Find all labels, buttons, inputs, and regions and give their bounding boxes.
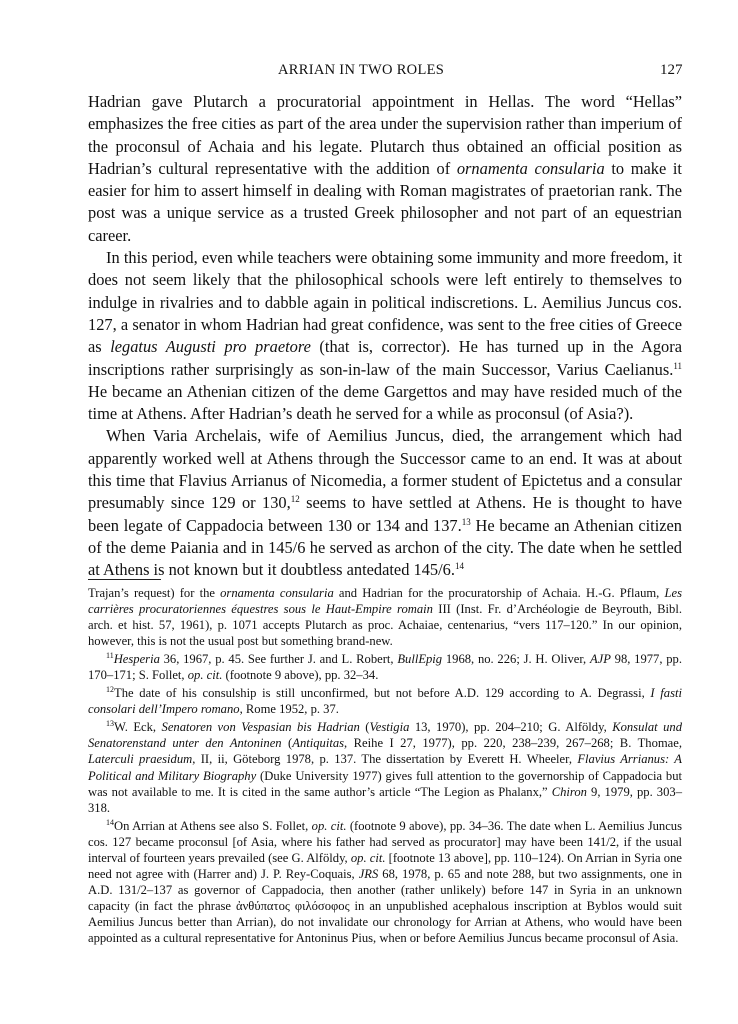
text-run: He became an Athenian citizen of the deme Gargettos and may have resided much of the time at Athens. After Hadrian’s death he served for a while as proconsul (of Asia?).	[88, 381, 682, 424]
text-run: Hadrian gave Plutarch a procuratorial appointment in Hellas. The word “Hellas” emphasizes the free cities as part of the area under the supervision rather than imperium of the proconsul of Achaia and his legate. Plutarch thus obtained an official position as Hadrian’s cultural representative with the addition of	[88, 92, 682, 178]
note-reference: 13	[461, 516, 471, 527]
text-run: 1968, no. 226; J. H. Oliver,	[442, 652, 590, 667]
italic-run: Konsulat und Senatorenstand unter den Antoninen	[88, 720, 683, 751]
footnote-13	[88, 719, 682, 815]
text-run: The date of his consulship is still unconfirmed, but not before A.D. 129 according to A. Degrassi,	[114, 686, 651, 701]
text-run: In this period, even while teachers were obtaining some immunity and more freedom, it does not seem likely that the philosophical schools were left entirely to themselves to indulge in rivalries and to dabble again in political indiscretions. L. Aemilius Juncus cos. 127, a senator in whom Hadrian had great confidence, was sent to the free cities of Greece as	[88, 248, 682, 357]
text-run: [footnote 13 above], pp. 110–124). On Arrian in Syria one need not agree with (Harrer and) J. P. Rey-Coquais,	[88, 850, 682, 881]
footnote-continued	[88, 585, 682, 649]
italic-run: AJP	[589, 652, 611, 667]
footnotes	[88, 585, 682, 948]
italic-run: BullEpig	[397, 652, 443, 667]
text-run: W. Eck,	[114, 720, 162, 735]
note-reference: 12	[290, 494, 300, 505]
footnote-12	[88, 685, 682, 717]
text-run: , Reihe I 27, 1977), pp. 220, 238–239, 267–268; B. Thomae,	[344, 736, 683, 751]
text-run: On Arrian at Athens see also S. Follet,	[114, 818, 312, 833]
italic-run: op. cit.	[187, 668, 223, 683]
paragraph-1	[88, 91, 682, 247]
text-run: seems to have settled at Athens. He is thought to have been legate of Cappadocia between 130 or 134 and 137.	[88, 493, 682, 535]
italic-run: op. cit.	[350, 850, 386, 865]
paragraph-2	[88, 247, 682, 425]
italic-run: Hesperia	[113, 652, 160, 667]
note-reference: 12	[106, 685, 114, 695]
italic-run: ornamenta consularia	[456, 158, 605, 178]
italic-run: op. cit.	[311, 818, 347, 833]
text-run: 36, 1967, p. 45. See further J. and L. Robert,	[159, 652, 398, 667]
text-run: 68, 1978, p. 65 and note 288, but two assignments, one in A.D. 131/2–137 as governor of Cappadocia, then another (rather unlikely) before 147 in Syria in an unknown capacity (in fact the phrase ἀνθύπατος φιλόσοφος in an unpublished acephalous inscription at Byblos would suit Aemilius Juncus better than Arrian), do not invalidate our chronology for Arrian at Athens, who would have been appointed as a cultural representative for Antoninus Pius, when or before Aemilius Juncus became proconsul of Asia.	[88, 866, 683, 945]
note-reference: 13	[106, 719, 114, 729]
italic-run: Senatoren von Vespasian bis Hadrian	[161, 720, 360, 735]
italic-run: Flavius Arrianus: A Political and Military Biography	[88, 752, 683, 783]
note-reference: 14	[454, 561, 464, 572]
italic-run: Laterculi praesidum	[88, 752, 193, 767]
running-head: ARRIAN IN TWO ROLES	[278, 62, 445, 78]
text-run: (Duke University 1977) gives full attention to the governorship of Cappadocia but was not available to me. It is cited in the same author’s article “The Legion as Phalanx,”	[88, 768, 682, 799]
text-run: 98, 1977, pp. 170–171; S. Follet,	[88, 652, 682, 683]
footnote-11	[88, 651, 682, 683]
text-run: When Varia Archelais, wife of Aemilius Juncus, died, the arrangement which had apparently worked well at Athens through the Successor came to an end. It was at about this time that Flavius Arrianus of Nicomedia, a former student of Epictetus and a consular presumably since 129 or 130,	[88, 426, 682, 513]
italic-run: Chiron	[551, 784, 587, 799]
text-run: (footnote 9 above), pp. 32–34.	[222, 668, 379, 683]
italic-run: Antiquitas	[292, 736, 345, 751]
text-run: and Hadrian for the procuratorship of Achaia. H.-G. Pflaum,	[333, 586, 665, 600]
text-run: Trajan’s request) for the	[88, 586, 221, 600]
text-run: , II, ii, Göteborg 1978, p. 137. The dissertation by Everett H. Wheeler,	[192, 752, 578, 767]
text-run: (footnote 9 above), pp. 34–36. The date when L. Aemilius Juncus cos. 127 became proconsul [of Asia, where his father had served as procurator] may have been 141/2, if the usual interval of fourteen years prevailed (see G. Alföldy,	[88, 818, 682, 865]
italic-run: Vestigia	[369, 720, 410, 735]
text-run: (	[281, 736, 293, 751]
italic-run: JRS	[358, 866, 379, 881]
paragraph-3	[88, 425, 682, 581]
note-reference: 14	[106, 817, 114, 827]
note-reference: 11	[106, 651, 114, 661]
text-run: , Rome 1952, p. 37.	[239, 702, 339, 717]
italic-run: legatus Augusti pro praetore	[110, 337, 311, 357]
page-number: 127	[660, 62, 683, 78]
italic-run: ornamenta consularia	[220, 586, 334, 600]
text-run: 13, 1970), pp. 204–210; G. Alföldy,	[409, 720, 613, 735]
text-run: III (Inst. Fr. d’Archéologie de Beyrouth, Bibl. arch. et hist. 57, 1961), p. 1071 accepts Plutarch as proc. Achaiae, centenarius, “vers 117–120.” In our opinion, however, this is not the usual post but something brand-new.	[88, 602, 682, 649]
italic-run: Les carrières procuratoriennes équestres sous le Haut-Empire romain	[88, 586, 682, 617]
text-run: He became an Athenian citizen of the deme Paiania and in 145/6 he served as archon of the city. The date when he settled at Athens is not known but it doubtless antedated 145/6.	[88, 515, 682, 580]
body-text	[88, 91, 682, 582]
footnote-14	[88, 818, 682, 946]
text-run: 9, 1979, pp. 303–318.	[88, 784, 682, 815]
text-run: to make it easier for him to assert himself in dealing with Roman magistrates of praetorian rank. The post was a unique service as a trusted Greek philosopher and not part of an equestrian career.	[88, 158, 682, 245]
note-reference: 11	[673, 360, 682, 371]
text-run: (	[359, 720, 370, 735]
footnote-rule	[88, 579, 161, 580]
italic-run: I fasti consolari dell’Impero romano	[88, 686, 682, 717]
text-run: (that is, corrector). He has turned up in the Agora inscriptions rather surprisingly as son-in-law of the main Successor, Varius Caelianus.	[88, 337, 682, 379]
